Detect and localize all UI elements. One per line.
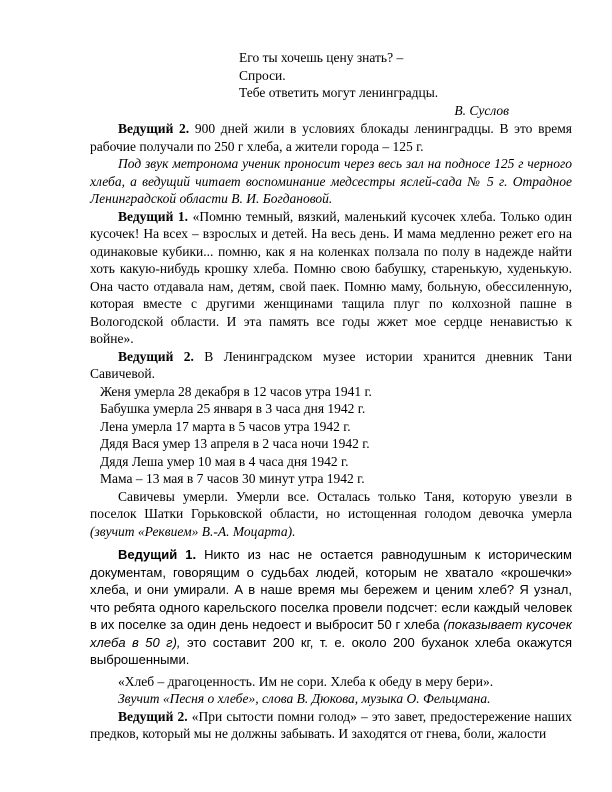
- paragraph-text: В Ленинградском музее истории хранится дневник Тани Савичевой.: [90, 348, 572, 381]
- diary-entry: Мама – 13 мая в 7 часов 30 минут утра 1942 г.: [100, 471, 365, 486]
- diary-entry: Лена умерла 17 марта в 5 часов утра 1942 г.: [100, 418, 351, 434]
- paragraph: [90, 348, 572, 383]
- paragraph: [90, 120, 572, 155]
- paragraph: [90, 708, 572, 743]
- poem-author: В. Суслов: [454, 102, 509, 118]
- document-body: [90, 120, 572, 743]
- paragraph-text: Савичевы умерли. Умерли все. Осталась только Таня, которую увезли в поселок Шатки Горьковской области, но истощенная голодом девочка умерла: [90, 488, 572, 521]
- paragraph: [90, 208, 572, 348]
- diary-entries: [90, 383, 572, 488]
- speaker-label: Ведущий 1.: [118, 208, 189, 224]
- paragraph: [90, 546, 572, 669]
- diary-entry: Бабушка умерла 25 января в 3 часа дня 1942 г.: [100, 401, 366, 416]
- paragraph-text: 900 дней жили в условиях блокады ленинградцы. В это время рабочие получали по 250 г хлеба, а жители города – 125 г.: [90, 121, 572, 154]
- speaker-label: Ведущий 2.: [118, 348, 194, 364]
- paragraph-text: Никто из нас не остается равнодушным к историческим документам, говорящим о судьбах людей, которым не хватало «крошечки» хлеба, и они умирали. А в наше время мы бережем и ценим хлеб? Я узнал, что ребята одного карельского поселка провели подсчет: если каждый человек в их поселке за один день недоест и выбросит 50 г хлеба: [90, 547, 572, 632]
- paragraph-text: «При сытости помни голод» – это завет, предостережение наших предков, который мы не должны забывать. И заходятся от гнева, боли, жалости: [90, 708, 572, 741]
- proverb: «Хлеб – драгоценность. Им не сори. Хлеба к обеду в меру бери».: [118, 673, 494, 689]
- diary-entry: Дядя Леша умер 10 мая в 4 часа дня 1942 г.: [100, 453, 349, 469]
- diary-entry: Дядя Вася умер 13 апреля в 2 часа ночи 1942 г.: [100, 436, 370, 451]
- diary-entry: Женя умерла 28 декабря в 12 часов утра 1941 г.: [100, 383, 372, 399]
- speaker-label: Ведущий 1.: [118, 547, 197, 562]
- speaker-label: Ведущий 2.: [118, 121, 190, 136]
- paragraph-text: «Помню темный, вязкий, маленький кусочек хлеба. Только один кусочек! На всех – взрослых и детей. На весь день. И мама медленно режет его на одинаковые кубики... помню, как я на коленках ползала по полу в надежде найти хоть какую-нибудь крошку хлеба. Помню свою бабушку, старенькую, худенькую. Она часто отдавала нам, детям, свой паек. Помню маму, больную, обессиленную, которая вместе с другими женщинами тащила плуг по колхозной пашне в Вологодской области. И эта память все годы жжет мое сердце ненавистью к войне».: [90, 208, 572, 346]
- stage-note: (звучит «Реквием» В.-А. Моцарта).: [90, 523, 296, 539]
- paragraph-text: это составит 200 кг, т. е. около 200 буханок хлеба окажутся выброшенными.: [90, 634, 572, 667]
- speaker-label: Ведущий 2.: [118, 708, 188, 724]
- poem-line: Тебе ответить могут ленинградцы.: [239, 85, 439, 100]
- epigraph-poem: [239, 49, 519, 119]
- paragraph: [90, 488, 572, 541]
- stage-note: (показывает кусочек хлеба в 50 г),: [90, 617, 572, 650]
- stage-direction: Под звук метронома ученик проносит через весь зал на подносе 125 г черного хлеба, а ведущий читает воспоминание медсестры яслей-сада № 5 г. Отрадное Ленинградской области В. И. Богдановой.: [90, 156, 572, 206]
- stage-direction: Звучит «Песня о хлебе», слова В. Дюкова, музыка О. Фельцмана.: [118, 691, 491, 706]
- poem-line: Его ты хочешь цену знать? –: [239, 50, 404, 65]
- poem-line: Спроси.: [239, 67, 286, 83]
